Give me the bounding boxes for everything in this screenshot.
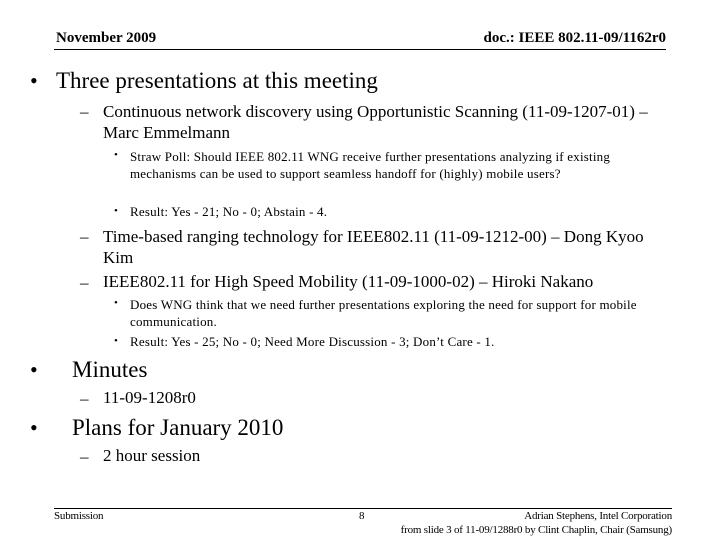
header-doc-id: doc.: IEEE 802.11-09/1162r0 [483, 30, 666, 46]
dash-icon: – [80, 389, 89, 408]
footer-source: from slide 3 of 11-09/1288r0 by Clint Chaplin, Chair (Samsung) [400, 524, 672, 536]
footer-rule [54, 508, 672, 509]
small-bullet-icon: • [114, 149, 118, 161]
sub-item-time-based-ranging: Time-based ranging technology for IEEE802.11 (11-09-1212-00) – Dong Kyoo Kim [103, 227, 644, 267]
plans-session-length: 2 hour session [103, 446, 201, 465]
footer-author: Adrian Stephens, Intel Corporation [524, 510, 672, 522]
footer-page-number: 8 [359, 510, 365, 522]
wng-question-result: Result: Yes - 25; No - 0; Need More Discussion - 3; Don’t Care - 1. [130, 334, 495, 349]
small-bullet-icon: • [114, 205, 118, 217]
footer-submission: Submission [54, 510, 104, 522]
dash-icon: – [80, 447, 89, 466]
small-bullet-icon: • [114, 297, 118, 309]
dash-icon: – [80, 102, 89, 121]
bullet-minutes: Minutes [72, 357, 148, 382]
bullet-icon: • [30, 68, 38, 93]
bullet-three-presentations: Three presentations at this meeting [56, 68, 378, 93]
bullet-icon: • [30, 357, 38, 382]
sub-item-high-speed-mobility: IEEE802.11 for High Speed Mobility (11-09-1000-02) – Hiroki Nakano [103, 272, 594, 291]
wng-question-text: Does WNG think that we need further presentations exploring the need for support for mobile communication. [130, 297, 637, 329]
bullet-plans-january: Plans for January 2010 [72, 415, 284, 440]
dash-icon: – [80, 273, 89, 292]
dash-icon: – [80, 227, 89, 246]
header-rule [54, 49, 666, 50]
straw-poll-result: Result: Yes - 21; No - 0; Abstain - 4. [130, 204, 328, 219]
straw-poll-text: Straw Poll: Should IEEE 802.11 WNG receive further presentations analyzing if existing mechanisms can be used to support seamless handoff for (highly) mobile users? [130, 149, 611, 181]
sub-item-continuous-discovery: Continuous network discovery using Opportunistic Scanning (11-09-1207-01) – Marc Emmelmann [103, 102, 648, 142]
small-bullet-icon: • [114, 335, 118, 347]
bullet-icon: • [30, 415, 38, 440]
minutes-doc-id: 11-09-1208r0 [103, 388, 196, 407]
header-date: November 2009 [56, 30, 157, 46]
